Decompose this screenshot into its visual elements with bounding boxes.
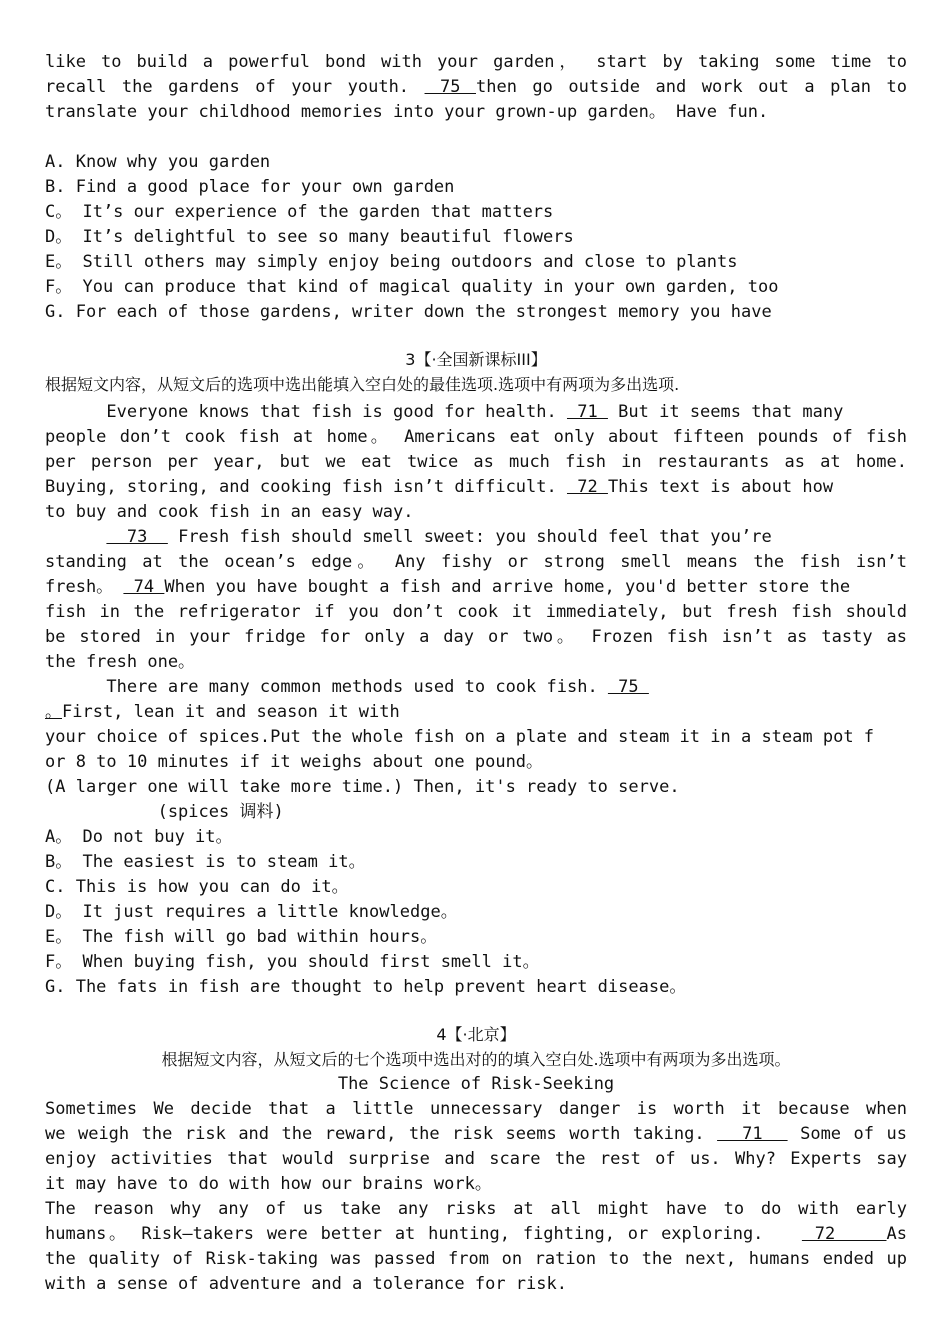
s2-option-g: G. For each of those gardens, writer down the strongest memory you have — [45, 302, 772, 322]
s3-spices-note: (spices 调料) — [45, 802, 284, 822]
s4-blank-72: 72 — [801, 1224, 887, 1244]
s3-p1-l4-post: This text is about how — [607, 477, 834, 497]
s3-heading: 3【·全国新课标III】 — [405, 350, 547, 369]
s4-p2-line-1: The reason why any of us take any risks at all might have to do with early — [45, 1199, 907, 1219]
s3-p2-line-3 — [45, 575, 907, 600]
s4-p2-l2-pre: humans。 Risk—takers were better at hunting, fighting, or exploring. — [45, 1224, 802, 1244]
s3-blank-71: 71 — [566, 402, 608, 422]
s3-option-c: C. This is how you can do it。 — [45, 877, 349, 897]
s2-option-f: F。 You can produce that kind of magical quality in your own garden, too — [45, 277, 779, 297]
s3-p2-line-5: be stored in your fridge for only a day or two。 Frozen fish isn’t as tasty as — [45, 627, 907, 647]
s3-p3-line-3: your choice of spices.Put the whole fish on a plate and steam it in a steam pot f — [45, 727, 875, 747]
s2-para-line-2 — [45, 75, 907, 100]
s3-p3-l1-pre: There are many common methods used to cook fish. — [45, 677, 608, 697]
s2-blank-75: 75 — [424, 77, 476, 97]
s3-option-f: F。 When buying fish, you should first smell it。 — [45, 952, 540, 972]
s4-p1-line-2 — [45, 1122, 907, 1147]
s4-title: The Science of Risk-Seeking — [337, 1074, 615, 1094]
s3-p1-line-5: to buy and cook fish in an easy way. — [45, 502, 414, 522]
s3-p3-line-5: (A larger one will take more time.) Then, it's ready to serve. — [45, 777, 680, 797]
s4-p2-line-3: the quality of Risk-taking was passed from on ration to the next, humans ended up — [45, 1249, 907, 1269]
s4-heading: 4【·北京】 — [436, 1025, 516, 1044]
s3-option-e: E。 The fish will go bad within hours。 — [45, 927, 438, 947]
s4-p1-line-1: Sometimes We decide that a little unnecessary danger is worth it because when — [45, 1099, 907, 1119]
s3-p2-line-4: fish in the refrigerator if you don’t cook it immediately, but fresh fish should — [45, 602, 907, 622]
s4-blank-71: 71 — [717, 1124, 788, 1144]
s3-p2-l3-post: When you have bought a fish and arrive home, you'd better store the — [164, 577, 851, 597]
s3-p3-l2-pre: 。 — [45, 702, 62, 722]
s2-option-a: A. Know why you garden — [45, 152, 271, 172]
s3-option-d: D。 It just requires a little knowledge。 — [45, 902, 458, 922]
s3-p1-l4-pre: Buying, storing, and cooking fish isn’t difficult. — [45, 477, 567, 497]
s3-p1-l1-post: But it seems that many — [607, 402, 844, 422]
s2-option-e: E。 Still others may simply enjoy being outdoors and close to plants — [45, 252, 738, 272]
s3-p2-line-6: the fresh one。 — [45, 652, 196, 672]
s2-para-line-3: translate your childhood memories into your grown-up garden。 Have fun. — [45, 102, 769, 122]
s4-p1-line-4: it may have to do with how our brains work。 — [45, 1174, 492, 1194]
s3-blank-75: 75 — [607, 677, 649, 697]
s3-p3-line-2 — [45, 700, 907, 725]
s2-option-b: B. Find a good place for your own garden — [45, 177, 455, 197]
s4-instruction: 根据短文内容，从短文后的七个选项中选出对的的填入空白处.选项中有两项为多出选项。 — [161, 1050, 791, 1069]
s3-p1-l1-pre: Everyone knows that fish is good for health. — [45, 402, 567, 422]
s4-p2-line-2 — [45, 1222, 907, 1247]
s2-line2-post: then go outside and work out a plan to — [475, 77, 907, 97]
s3-option-g: G. The fats in fish are thought to help prevent heart disease。 — [45, 977, 687, 997]
s2-line2-pre: recall the gardens of your youth. — [45, 77, 425, 97]
s3-blank-72: 72 — [566, 477, 608, 497]
s3-option-a: A。 Do not buy it。 — [45, 827, 233, 847]
s3-blank-74: 74 — [123, 577, 165, 597]
s4-p1-l2-post: Some of us — [787, 1124, 907, 1144]
s4-p1-line-3: enjoy activities that would surprise and scare the rest of us. Why? Experts say — [45, 1149, 907, 1169]
s2-para-line-1: like to build a powerful bond with your garden， start by taking some time to — [45, 52, 907, 72]
s3-p3-line-1 — [45, 675, 907, 700]
s3-option-b: B。 The easiest is to steam it。 — [45, 852, 366, 872]
s3-p3-line-4: or 8 to 10 minutes if it weighs about one pound。 — [45, 752, 544, 772]
s3-p1-line-1 — [45, 400, 907, 425]
s4-p2-l2-post: As — [886, 1224, 907, 1244]
s3-p3-l2-post: First, lean it and season it with — [62, 702, 400, 722]
s3-p2-l3-pre: fresh。 — [45, 577, 124, 597]
s4-p2-line-4: with a sense of adventure and a tolerance for risk. — [45, 1274, 567, 1294]
s4-p1-l2-pre: we weigh the risk and the reward, the risk seems worth taking. — [45, 1124, 718, 1144]
s3-p2-line-1 — [45, 525, 907, 550]
s2-option-c: C。 It’s our experience of the garden that matters — [45, 202, 554, 222]
s2-option-d: D。 It’s delightful to see so many beautiful flowers — [45, 227, 574, 247]
s3-p2-l1-post: Fresh fish should smell sweet: you should feel that you’re — [167, 527, 772, 547]
s3-instruction: 根据短文内容，从短文后的选项中选出能填入空白处的最佳选项.选项中有两项为多出选项. — [45, 375, 680, 394]
s3-blank-73: 73 — [106, 527, 168, 547]
s3-p1-line-3: per person per year, but we eat twice as much fish in restaurants as at home. — [45, 452, 907, 472]
s3-p2-line-2: standing at the ocean’s edge。 Any fishy or strong smell means the fish isn’t — [45, 552, 907, 572]
s3-p1-line-2: people don’t cook fish at home。 Americans eat only about fifteen pounds of fish — [45, 427, 907, 447]
s3-p2-l1-pre — [45, 527, 106, 547]
s3-p1-line-4 — [45, 475, 907, 500]
